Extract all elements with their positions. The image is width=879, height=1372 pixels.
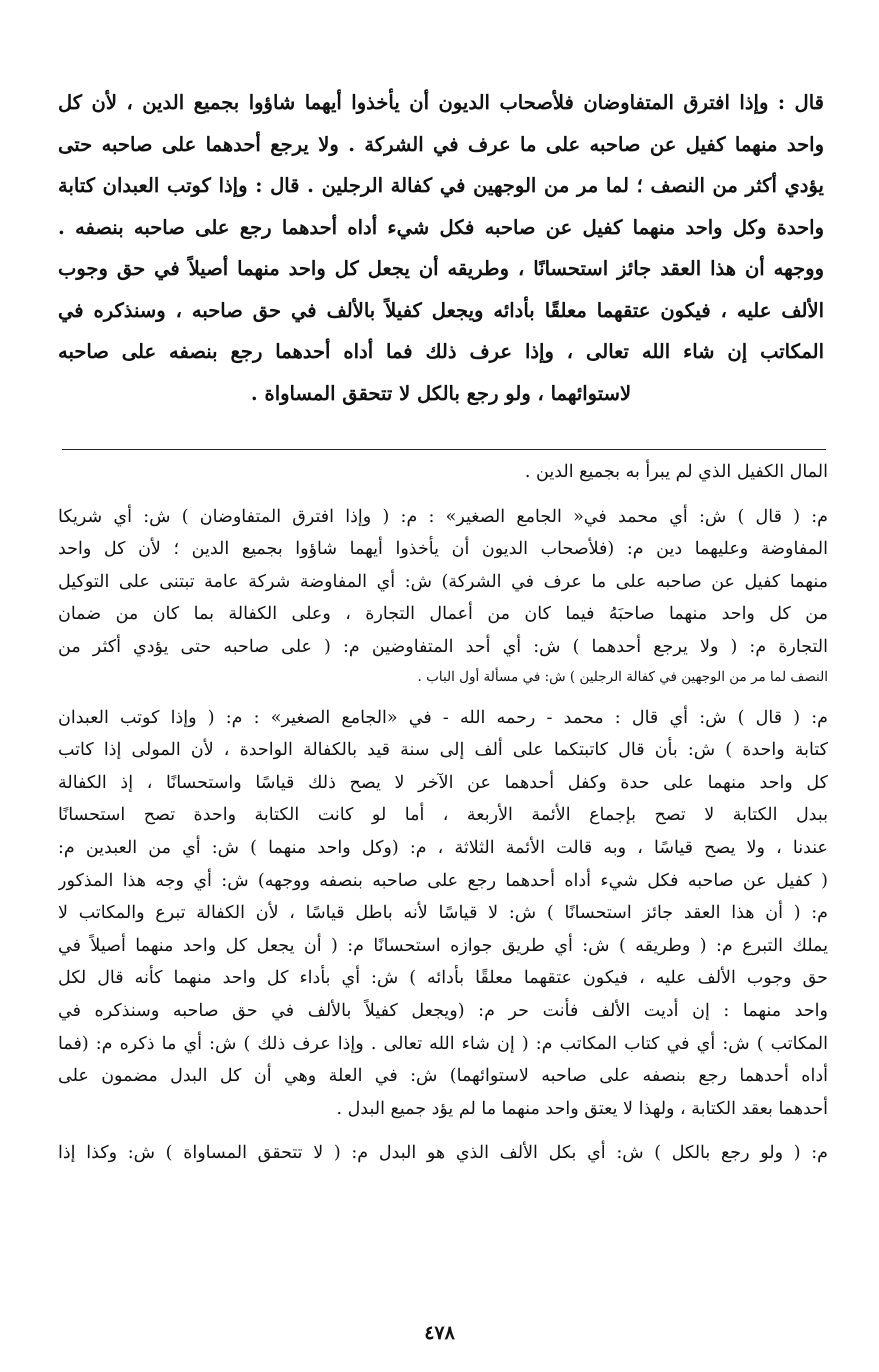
paragraph-gap [58,489,828,501]
main-text-block [58,82,824,414]
commentary-line: م: ( قال ) ش: أي قال : محمد - رحمه الله - في «الجامع الصغير» : م: ( وإذا كوتب العبدان [58,707,828,728]
commentary-line: واحد منهما : إن أديت الألف فأنت حر م: (ويجعل كفيلاً بالألف في حق صاحبه وسنذكره في [58,1000,828,1021]
commentary-line: المكاتب ) ش: أي في كتاب المكاتب م: ( إن شاء الله تعالى . وإذا عرف ذلك ) ش: أي ما ذكره م: (فما [58,1033,828,1054]
commentary-line: م: ( ولو رجع بالكل ) ش: أي بكل الألف الذي هو البدل م: ( لا تتحقق المساواة ) ش: وكذا إذا [58,1143,828,1164]
commentary-line: عندنا ، ولا يصح قياسًا ، وبه قالت الأئمة الثلاثة ، م: (وكل واحد منهما ) ش: أي من العبدين م: [58,837,828,858]
commentary-line: يملك التبرع م: ( وطريقه ) ش: أي طريق جوازه استحسانًا م: ( أن يجعل كل واحد منهما أصيلاً في [58,935,828,956]
separator-rule [62,449,826,450]
main-text-line: قال : وإذا افترق المتفاوضان فلأصحاب الديون أن يأخذوا أيهما شاؤوا بجميع الدين ، لأن كل [58,91,824,114]
commentary-line: أحدهما بعقد الكتابة ، ولهذا لا يعتق واحد منهما ما لم يؤد جميع البدل . [336,1098,828,1119]
commentary-line: ( كفيل عن صاحبه فكل شيء أداه أحدهما رجع على صاحبه بنصفه ووجهه) ش: أي وجه هذا المذكور [58,870,828,891]
commentary-line: ببدل الكتابة لا تصح بإجماع الأئمة الأربعة ، أما لو كانت الكتابة واحدة تصح استحسانًا [58,805,828,826]
commentary-line: المفاوضة وعليهما دين م: (فلأصحاب الديون أن يأخذوا أيهما شاؤوا بجميع الدين ؛ لأن كل واحد [58,539,828,560]
commentary-block [58,456,828,1170]
main-text-line: واحدة وكل واحد منهما كفيل عن صاحبه فكل شيء أداه أحدهما رجع على صاحبه بنصفه . [58,215,824,239]
commentary-line: المال الكفيل الذي لم يبرأ به بجميع الدين . [524,462,828,482]
commentary-line: التجارة م: ( ولا يرجع أحدهما ) ش: أي أحد المتفاوضين م: ( على صاحبه حتى يؤدي أكثر من [58,636,828,657]
commentary-line: النصف لما مر من الوجهين في كفالة الرجلين ) ش: في مسألة أول الباب . [417,668,828,685]
commentary-line: منهما كفيل عن صاحبه على ما عرف في الشركة) ش: أي المفاوضة شركة عامة تبتنى على التوكيل [58,571,828,592]
commentary-line: حق وجوب الألف عليه ، فيكون عتقهما معلقًا بأدائه ) ش: أي بأداء كل واحد منهما كأنه قال لكل [58,968,828,989]
main-text-line: ووجهه أن هذا العقد جائز استحسانًا ، وطريقه أن يجعل كل واحد منهما أصيلاً في حق وجوب [58,257,824,280]
main-text-line: واحد منهما كفيل عن صاحبه على ما عرف في الشركة . ولا يرجع أحدهما على صاحبه حتى [58,132,824,156]
commentary-line: من كل واحد منهما صاحبَهُ فيما كان من أعمال التجارة ، وعلى الكفالة بما كان من ضمان [58,604,828,625]
commentary-line: م: ( قال ) ش: أي محمد في« الجامع الصغير» : م: ( وإذا افترق المتفاوضان ) ش: أي شريكا [58,506,828,527]
main-text-line: لاستوائهما ، ولو رجع بالكل لا تتحقق المساواة . [250,381,632,405]
commentary-line: كل واحد منهما على حدة وكفل أحدهما عن الآخر لا يصح ذلك قياسًا واستحسانًا ، إذ الكفالة [58,772,828,793]
commentary-line: أداه أحدهما رجع بنصفه على صاحبه لاستوائهما) ش: في العلة وهي أن كل البدل مضمون على [58,1066,828,1087]
main-text-line: المكاتب إن شاء الله تعالى ، وإذا عرف ذلك فما أداه أحدهما رجع بنصفه على صاحبه [58,340,824,363]
commentary-line: م: ( أن هذا العقد جائز استحسانًا ) ش: لا قياسًا لأنه باطل قياسًا ، لأن الكفالة تبرع والمكاتب لا [58,903,828,924]
page-number: ٤٧٨ [424,1322,455,1344]
paragraph-gap [58,1125,828,1137]
paragraph-gap [58,690,828,702]
commentary-line: كتابة واحدة ) ش: بأن قال كاتبتكما على ألف إلى سنة قيد بالكفالة الواحدة ، لأن المولى إذا كاتب [58,740,828,761]
main-text-line: الألف عليه ، فيكون عتقهما معلقًا بأدائه ويجعل كفيلاً بالألف في حق صاحبه ، وسنذكره في [58,298,824,322]
main-text-line: يؤدي أكثر من النصف ؛ لما مر من الوجهين في كفالة الرجلين . قال : وإذا كوتب العبدان كتابة [58,174,824,197]
